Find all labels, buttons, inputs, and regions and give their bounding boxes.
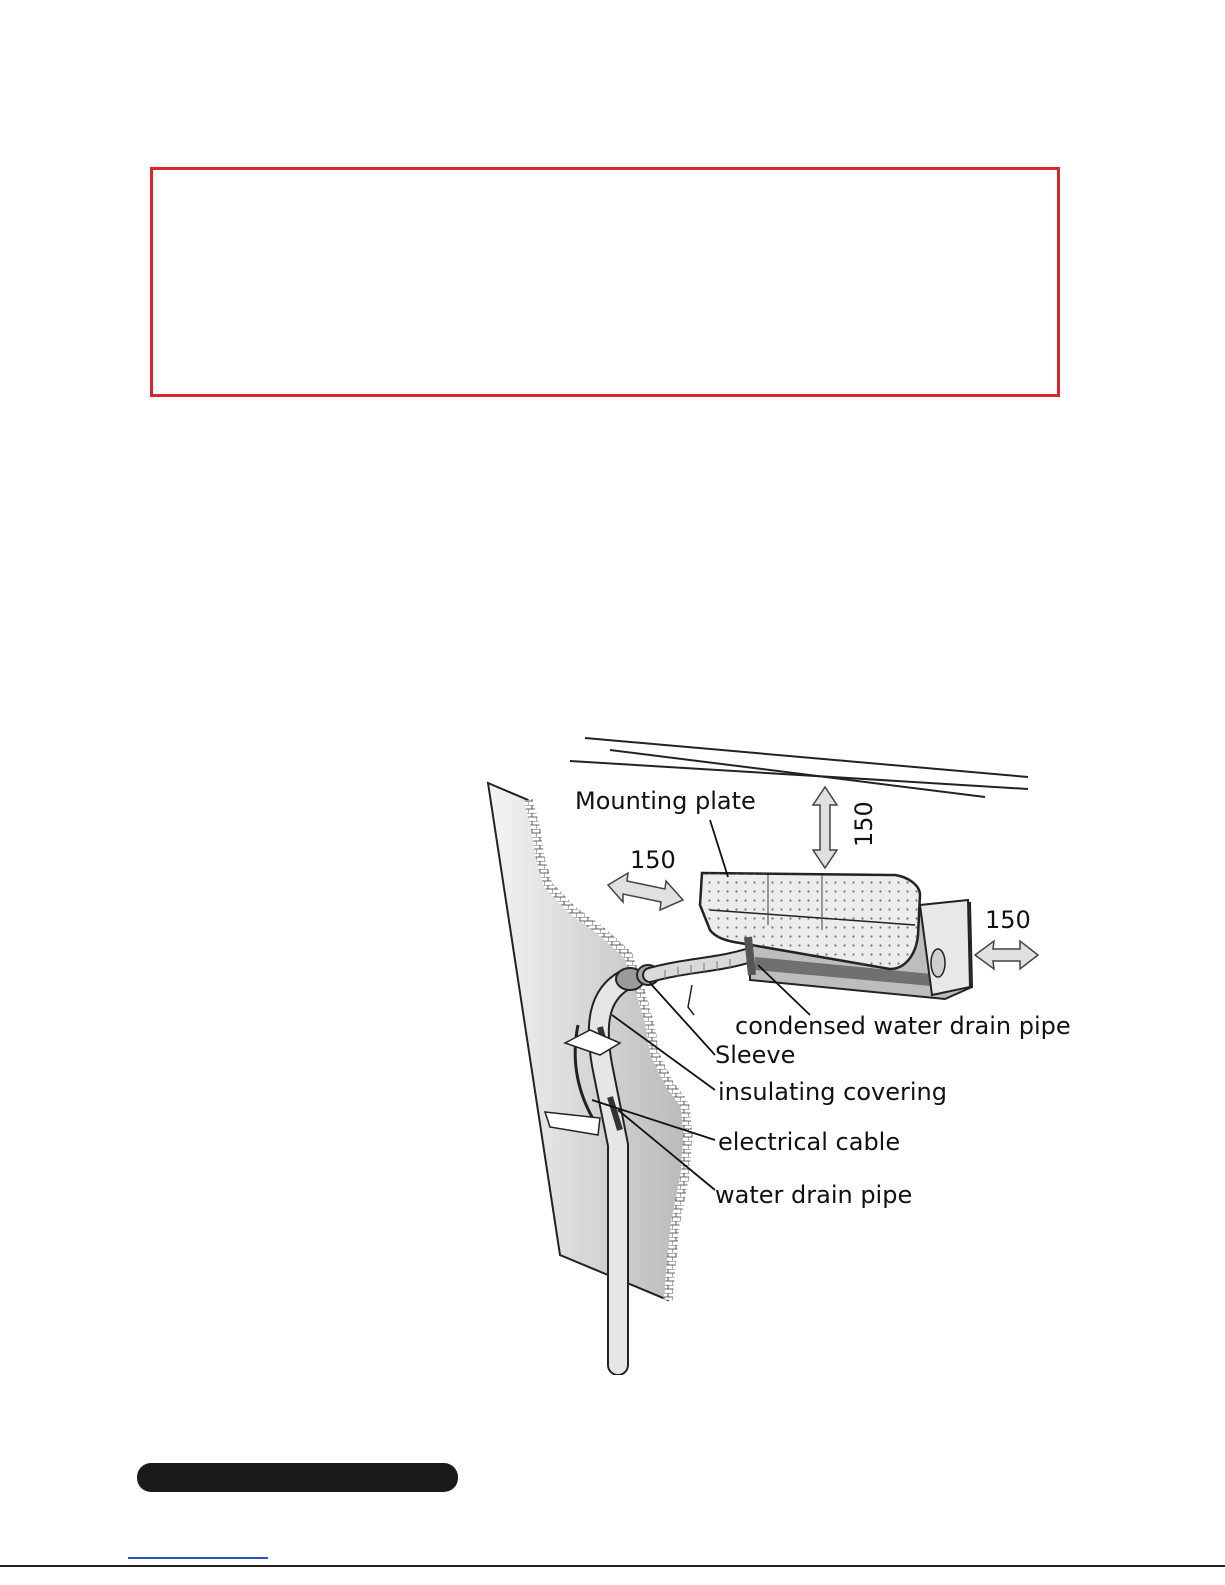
condensed-drain-hose — [748, 937, 752, 975]
footer-bar — [137, 1463, 458, 1492]
clearance-right-label: 150 — [985, 906, 1031, 934]
footer-rule — [0, 1565, 1225, 1567]
insulating-covering-label: insulating covering — [718, 1078, 947, 1106]
sleeve-label: Sleeve — [715, 1041, 796, 1069]
clearance-top-label: 150 — [850, 801, 878, 847]
installation-diagram — [480, 725, 1080, 1375]
mounting-plate-label: Mounting plate — [575, 787, 756, 815]
warning-box — [150, 167, 1060, 397]
connecting-pipe — [650, 955, 750, 1015]
clearance-left-arrow — [608, 873, 683, 910]
electrical-cable-label: electrical cable — [718, 1128, 901, 1156]
footer-link-line — [128, 1557, 268, 1559]
condensed-drain-label: condensed water drain pipe — [735, 1012, 1071, 1040]
clearance-right-arrow — [975, 941, 1038, 969]
water-drain-pipe-label: water drain pipe — [715, 1181, 913, 1209]
clearance-left-label: 150 — [630, 846, 676, 874]
clearance-top-arrow — [813, 787, 837, 868]
